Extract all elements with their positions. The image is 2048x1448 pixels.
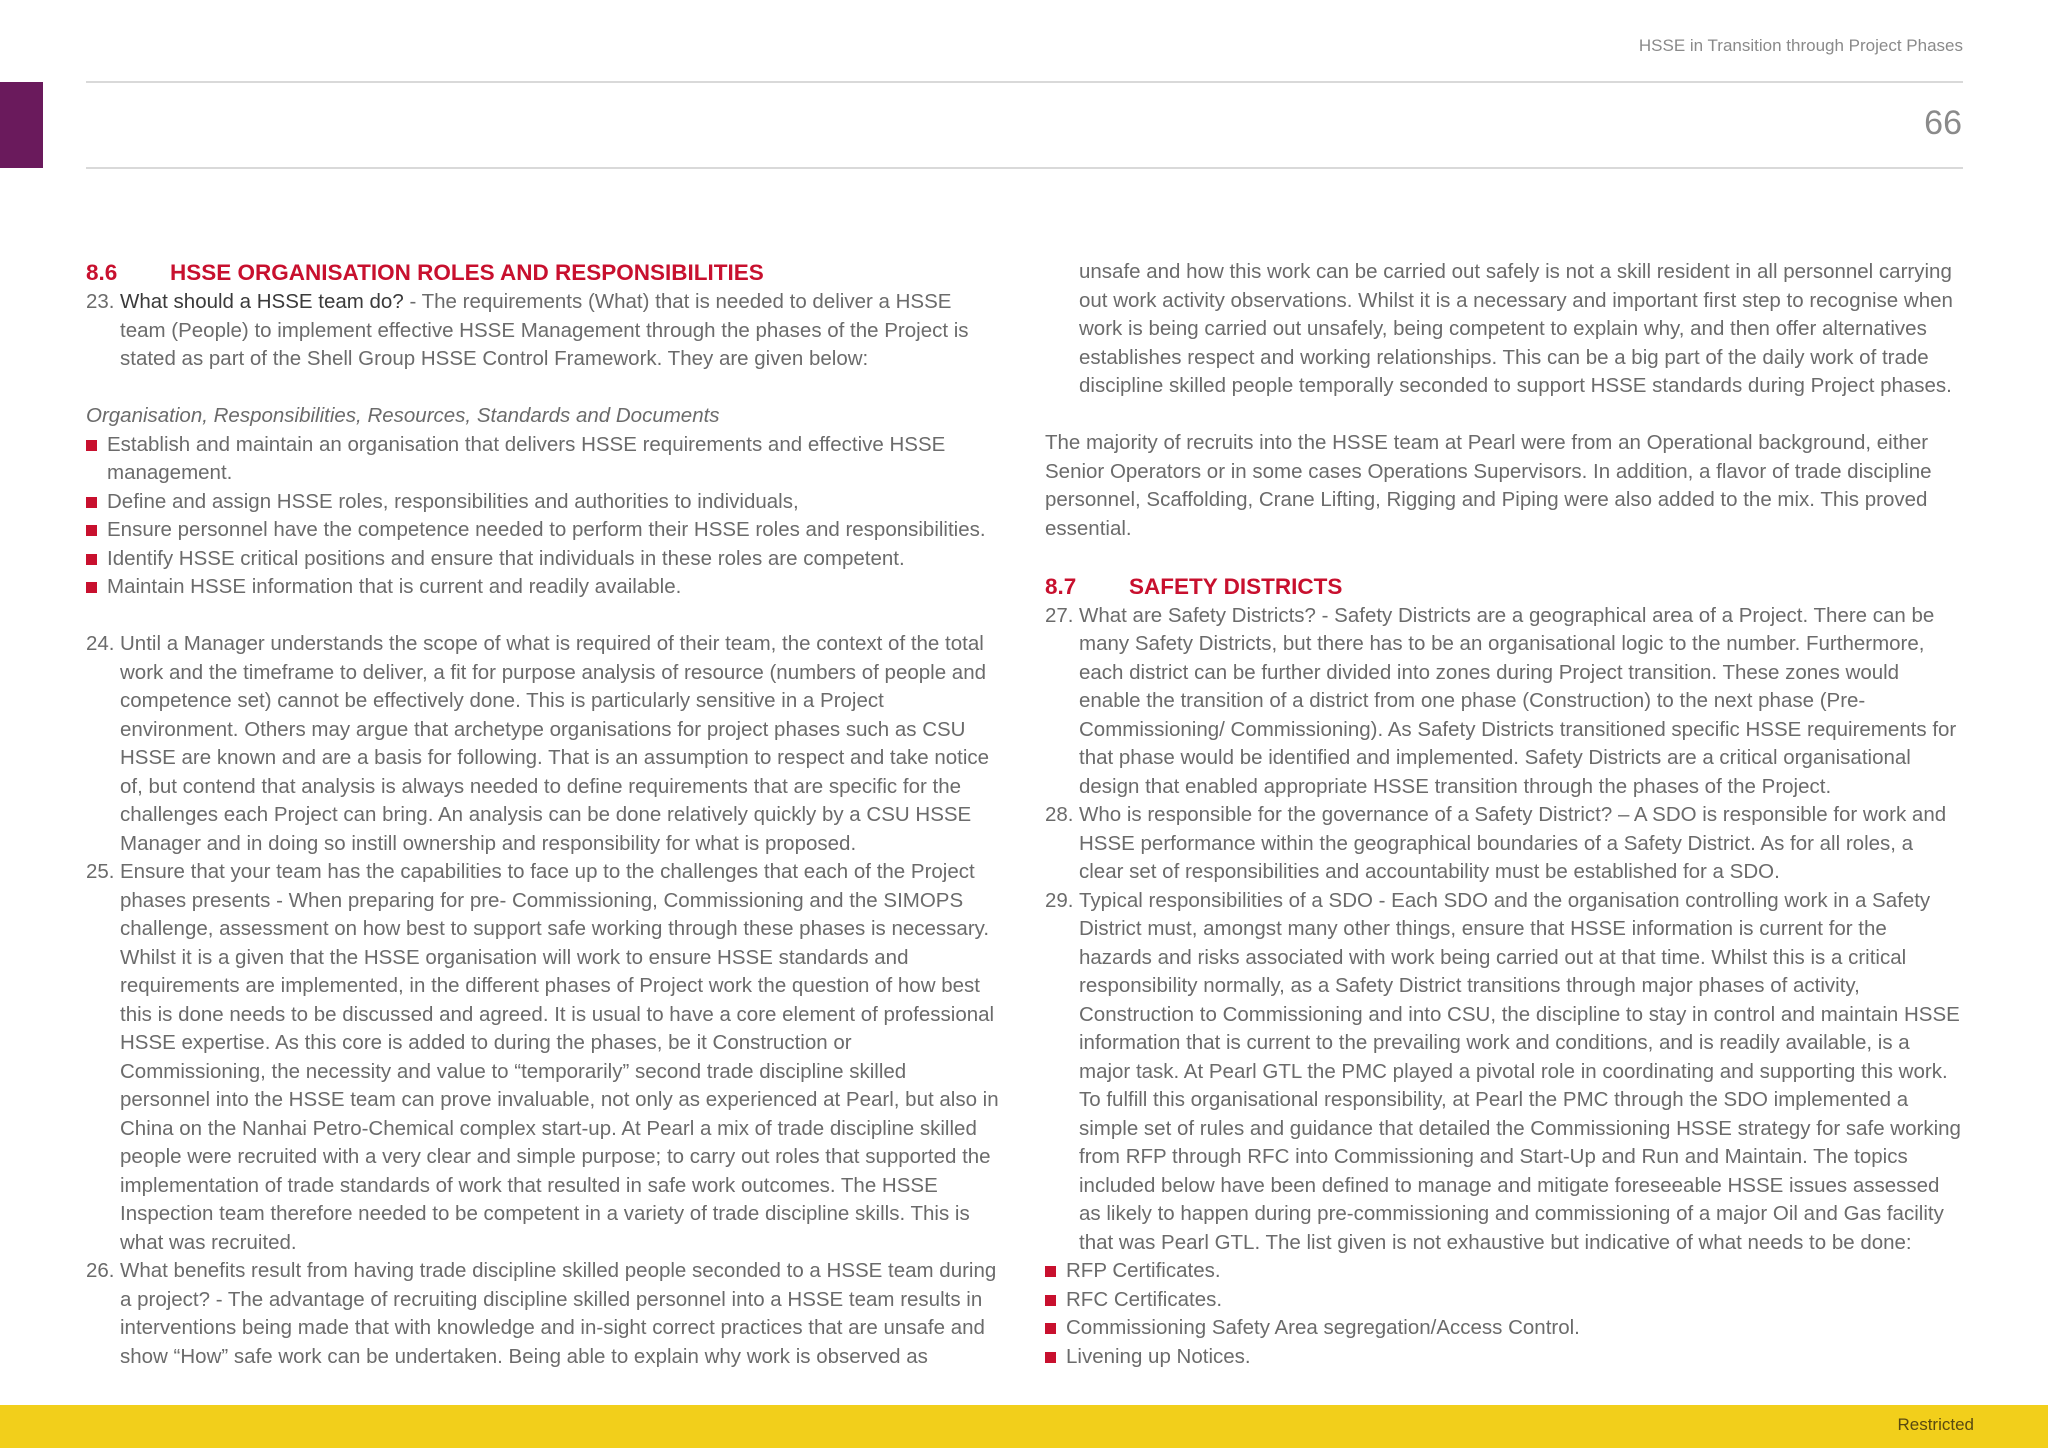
- section-title: SAFETY DISTRICTS: [1129, 573, 1343, 599]
- footer-bar: [0, 1405, 2048, 1448]
- list-item-text: Define and assign HSSE roles, responsibilities and authorities to individuals,: [107, 489, 799, 513]
- list-item-text: Establish and maintain an organisation that delivers HSSE requirements and effective HSSE management.: [107, 432, 946, 484]
- item-text: Until a Manager understands the scope of what is required of their team, the context of the total work and the timeframe to deliver, a fit for purpose analysis of resource (numbers of people and competence set) cannot be effectively done. This is particularly sensitive in a Project environment. Others may argue that archetype organisations for project phases such as CSU HSSE are known and are a basis for following. That is an assumption to respect and take notice of, but contend that analysis is always needed to define requirements that are specific for the challenges each Project can bring. An analysis can be done relatively quickly by a CSU HSSE Manager and in doing so instill ownership and responsibility for what is proposed.: [120, 632, 990, 855]
- sdo-topics-list: [1045, 1257, 1963, 1371]
- spacer: [1045, 401, 1963, 430]
- numbered-item-23: [86, 288, 1001, 374]
- left-column: [86, 258, 1001, 1371]
- bullet-square-icon: [1045, 1295, 1056, 1306]
- spacer: [86, 374, 1001, 403]
- item-text: Ensure that your team has the capabilities to face up to the challenges that each of the Project phases presents - When preparing for pre- Commissioning, Commissioning and the SIMOPS challenge, assessment on how best to support safe working through these phases is necessary. Whilst it is a given that the HSSE organisation will work to ensure HSSE standards and requirements are implemented, in the different phases of Project work the question of how best this is done needs to be discussed and agreed. It is usual to have a core element of professional HSSE expertise. As this core is added to during the phases, be it Construction or Commissioning, the necessity and value to “temporarily” second trade discipline skilled personnel into the HSSE team can prove invaluable, not only as experienced at Pearl, but also in China on the Nanhai Petro-Chemical complex start-up. At Pearl a mix of trade discipline skilled people were recruited with a very clear and simple purpose; to carry out roles that supported the implementation of trade standards of work that resulted in safe work outcomes. The HSSE Inspection team therefore needed to be competent in a variety of trade discipline skills. This is what was recruited.: [120, 860, 999, 1254]
- list-item-text: RFP Certificates.: [1066, 1259, 1221, 1282]
- item-number: 25.: [86, 860, 115, 883]
- list-item-text: Ensure personnel have the competence needed to perform their HSSE roles and responsibilities.: [107, 518, 986, 541]
- item-number: 23.: [86, 290, 115, 313]
- list-item: [86, 431, 1001, 488]
- item-number: 28.: [1045, 803, 1074, 826]
- numbered-item-24: [86, 630, 1001, 858]
- body-paragraph: The majority of recruits into the HSSE team at Pearl were from an Operational background, either Senior Operators or in some cases Operations Supervisors. In addition, a flavor of trade discipline personnel, Scaffolding, Crane Lifting, Rigging and Piping were also added to the mix. This proved essential.: [1045, 431, 1932, 540]
- numbered-item-29: [1045, 887, 1963, 1258]
- bullet-square-icon: [86, 582, 97, 593]
- bullet-square-icon: [1045, 1266, 1056, 1277]
- list-item-text: Livening up Notices.: [1066, 1344, 1251, 1368]
- bullet-square-icon: [86, 440, 97, 451]
- header-bottom-rule: [86, 167, 1963, 169]
- spacer: [86, 602, 1001, 631]
- list-item: [1045, 1286, 1963, 1315]
- numbered-item-28: [1045, 801, 1963, 887]
- item-text: [120, 288, 1001, 374]
- spacer: [1045, 543, 1963, 572]
- list-item: [1045, 1343, 1963, 1372]
- bullet-square-icon: [86, 525, 97, 536]
- item-text: What are Safety Districts? - Safety Districts are a geographical area of a Project. There can be many Safety Districts, but there has to be an organisational logic to the number. Furthermore, each district can be further divided into zones during Project transition. These zones would enable the transition of a district from one phase (Construction) to the next phase (Pre-Commissioning/ Commissioning). As Safety Districts transitioned specific HSSE requirements for that phase would be identified and implemented. Safety Districts are a critical organisational design that enabled appropriate HSSE transition through the phases of the Project.: [1079, 603, 1957, 798]
- bullet-square-icon: [86, 554, 97, 565]
- item-number: 24.: [86, 632, 115, 655]
- numbered-item-27: [1045, 602, 1963, 802]
- bullet-square-icon: [86, 497, 97, 508]
- item-number: 26.: [86, 1259, 115, 1282]
- list-item-text: Commissioning Safety Area segregation/Access Control.: [1066, 1316, 1580, 1339]
- list-item: [86, 488, 1001, 517]
- bullet-square-icon: [1045, 1323, 1056, 1334]
- section-heading-8-7: [1045, 572, 1963, 602]
- header-top-rule: [86, 81, 1963, 83]
- numbered-item-26: [86, 1257, 1001, 1371]
- section-color-tab: [0, 82, 43, 168]
- running-title: HSSE in Transition through Project Phases: [1638, 36, 1963, 55]
- subheading: Organisation, Responsibilities, Resources, Standards and Documents: [86, 404, 720, 427]
- section-heading-8-6: [86, 258, 1001, 288]
- section-number: 8.6: [86, 260, 118, 285]
- list-item-text: Identify HSSE critical positions and ensure that individuals in these roles are competent.: [107, 546, 905, 570]
- item-number: 29.: [1045, 888, 1074, 912]
- list-item-text: Maintain HSSE information that is current and readily available.: [107, 575, 682, 598]
- item-text: What benefits result from having trade discipline skilled people seconded to a HSSE team during a project? - The advantage of recruiting discipline skilled personnel into a HSSE team results in interventions being made that with knowledge and in-sight correct practices that are unsafe and show “How” safe work can be undertaken. Being able to explain why work is observed as: [120, 1259, 997, 1368]
- requirements-list: [86, 431, 1001, 602]
- list-item: [1045, 1314, 1963, 1343]
- bullet-square-icon: [1045, 1352, 1056, 1363]
- page-number: 66: [1924, 104, 1962, 142]
- right-column: [1045, 258, 1963, 1371]
- item-body: - The requirements (What) that is needed to deliver a HSSE team (People) to implement effective HSSE Management through the phases of the Project is stated as part of the Shell Group HSSE Control Framework. They are given below:: [120, 290, 969, 370]
- item-question: What should a HSSE team do?: [120, 290, 404, 313]
- section-title: HSSE ORGANISATION ROLES AND RESPONSIBILITIES: [170, 260, 764, 285]
- list-item-text: RFC Certificates.: [1066, 1287, 1223, 1311]
- list-item: [86, 516, 1001, 545]
- classification-label: Restricted: [1897, 1415, 1974, 1434]
- list-item: [1045, 1257, 1963, 1286]
- item-26-continuation: unsafe and how this work can be carried out safely is not a skill resident in all personnel carrying out work activity observations. Whilst it is a necessary and important first step to recognise when work is being carried out unsafely, being competent to explain why, and then offer alternatives establishes respect and working relationships. This can be a big part of the daily work of trade discipline skilled people temporally seconded to support HSSE standards during Project phases.: [1079, 260, 1953, 397]
- item-text: Who is responsible for the governance of a Safety District? – A SDO is responsible for work and HSSE performance within the geographical boundaries of a Safety District. As for all roles, a clear set of responsibilities and accountability must be established for a SDO.: [1079, 803, 1947, 883]
- item-text: Typical responsibilities of a SDO - Each SDO and the organisation controlling work in a Safety District must, amongst many other things, ensure that HSSE information is current for the hazards and risks associated with work being carried out at that time. Whilst this is a critical responsibility normally, as a Safety District transitions through major phases of activity, Construction to Commissioning and into CSU, the discipline to stay in control and maintain HSSE information that is current to the prevailing work and conditions, and is readily available, is a major task. At Pearl GTL the PMC played a pivotal role in coordinating and supporting this work. To fulfill this organisational responsibility, at Pearl the PMC through the SDO implemented a simple set of rules and guidance that detailed the Commissioning HSSE strategy for safe working from RFP through RFC into Commissioning and Start-Up and Run and Maintain. The topics included below have been defined to manage and mitigate foreseeable HSSE issues assessed as likely to happen during pre-commissioning and commissioning of a major Oil and Gas facility that was Pearl GTL. The list given is not exhaustive but indicative of what needs to be done:: [1079, 888, 1961, 1254]
- list-item: [86, 545, 1001, 574]
- item-number: 27.: [1045, 603, 1074, 627]
- numbered-item-25: [86, 858, 1001, 1257]
- list-item: [86, 573, 1001, 602]
- section-number: 8.7: [1045, 573, 1077, 599]
